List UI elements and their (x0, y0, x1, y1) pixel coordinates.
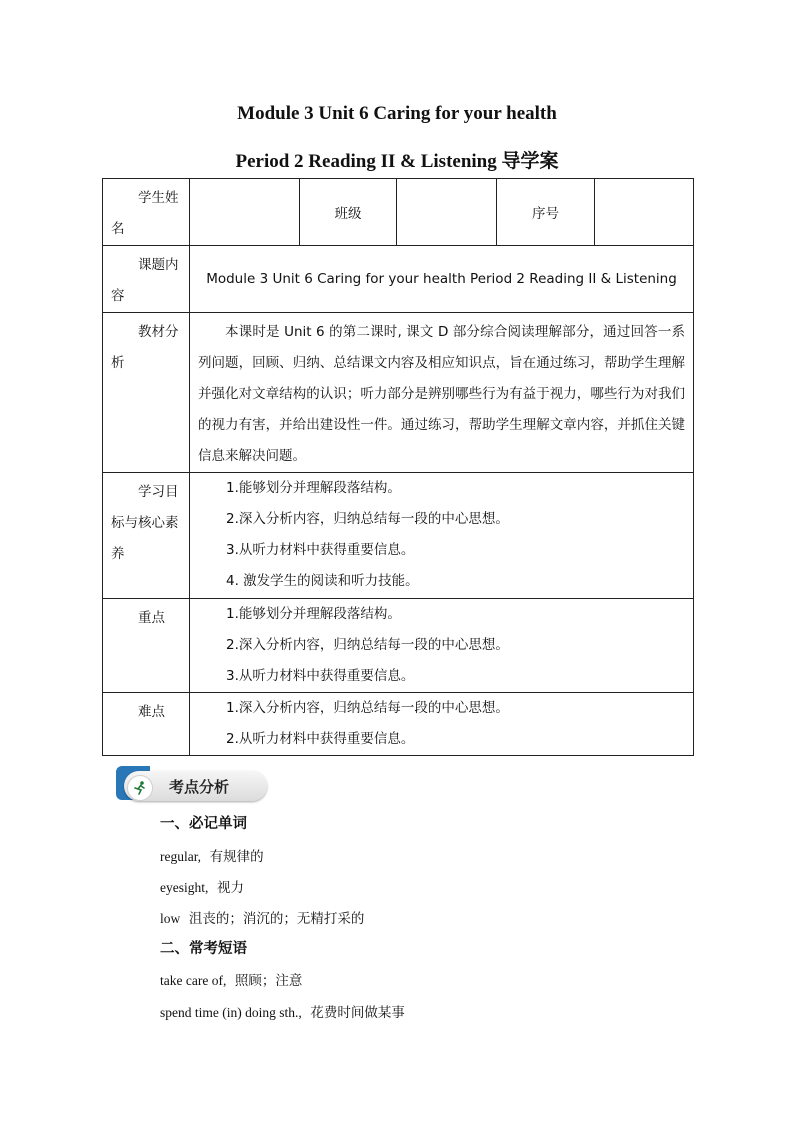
class-value[interactable] (397, 179, 497, 246)
page-title: Module 3 Unit 6 Caring for your health (237, 103, 557, 124)
seat-number-label: 序号 (497, 179, 595, 246)
topic-value: Module 3 Unit 6 Caring for your health Period 2 Reading II & Listening (190, 246, 694, 313)
key-points-label: 重点 (103, 599, 190, 693)
class-label: 班级 (300, 179, 397, 246)
section-header (116, 766, 267, 804)
goal-item: 1.能够划分并理解段落结构。 (226, 480, 401, 496)
vocab-item: eyesight, 视力 (160, 880, 244, 896)
goals-list (190, 473, 694, 599)
goal-item: 3.从听力材料中获得重要信息。 (226, 542, 415, 558)
key-points-list (190, 599, 694, 693)
goals-label: 学习目标与核心素养 (103, 473, 190, 599)
difficulty-item: 2.从听力材料中获得重要信息。 (226, 731, 415, 747)
analysis-label: 教材分析 (103, 313, 190, 473)
difficulty-list (190, 693, 694, 756)
analysis-text: 本课时是 Unit 6 的第二课时, 课文 D 部分综合阅读理解部分，通过回答一系列问题，回顾、归纳、总结课文内容及相应知识点，旨在通过练习，帮助学生理解并强化对文章结构的认识；听力部分是辨别哪些行为有益于视力，哪些行为对我们的视力有害，并给出建设性一件。通过练习，帮助学生理解文章内容，并抓住关键信息来解决问题。 (190, 313, 694, 473)
difficulty-item: 1.深入分析内容，归纳总结每一段的中心思想。 (226, 700, 509, 716)
lesson-info-table (102, 178, 694, 756)
key-point-item: 1.能够划分并理解段落结构。 (226, 606, 401, 622)
part2-heading: 二、常考短语 (160, 941, 247, 957)
phrase-item: spend time (in) doing sth., 花费时间做某事 (160, 1005, 405, 1021)
vocab-item: regular, 有规律的 (160, 849, 264, 865)
topic-label: 课题内容 (103, 246, 190, 313)
running-figure-icon (127, 775, 153, 801)
goal-item: 2.深入分析内容，归纳总结每一段的中心思想。 (226, 511, 509, 527)
part1-heading: 一、必记单词 (160, 816, 247, 832)
section-title: 考点分析 (169, 778, 230, 796)
phrase-item: take care of, 照顾；注意 (160, 973, 303, 989)
difficulty-label: 难点 (103, 693, 190, 756)
seat-number-value[interactable] (595, 179, 694, 246)
goal-item: 4. 激发学生的阅读和听力技能。 (226, 573, 419, 589)
student-name-label: 学生姓名 (103, 179, 190, 246)
key-point-item: 3.从听力材料中获得重要信息。 (226, 668, 415, 684)
key-point-item: 2.深入分析内容，归纳总结每一段的中心思想。 (226, 637, 509, 653)
page-subtitle: Period 2 Reading II & Listening 导学案 (235, 151, 559, 172)
student-name-value[interactable] (190, 179, 300, 246)
vocab-item: low 沮丧的；消沉的；无精打采的 (160, 911, 365, 927)
